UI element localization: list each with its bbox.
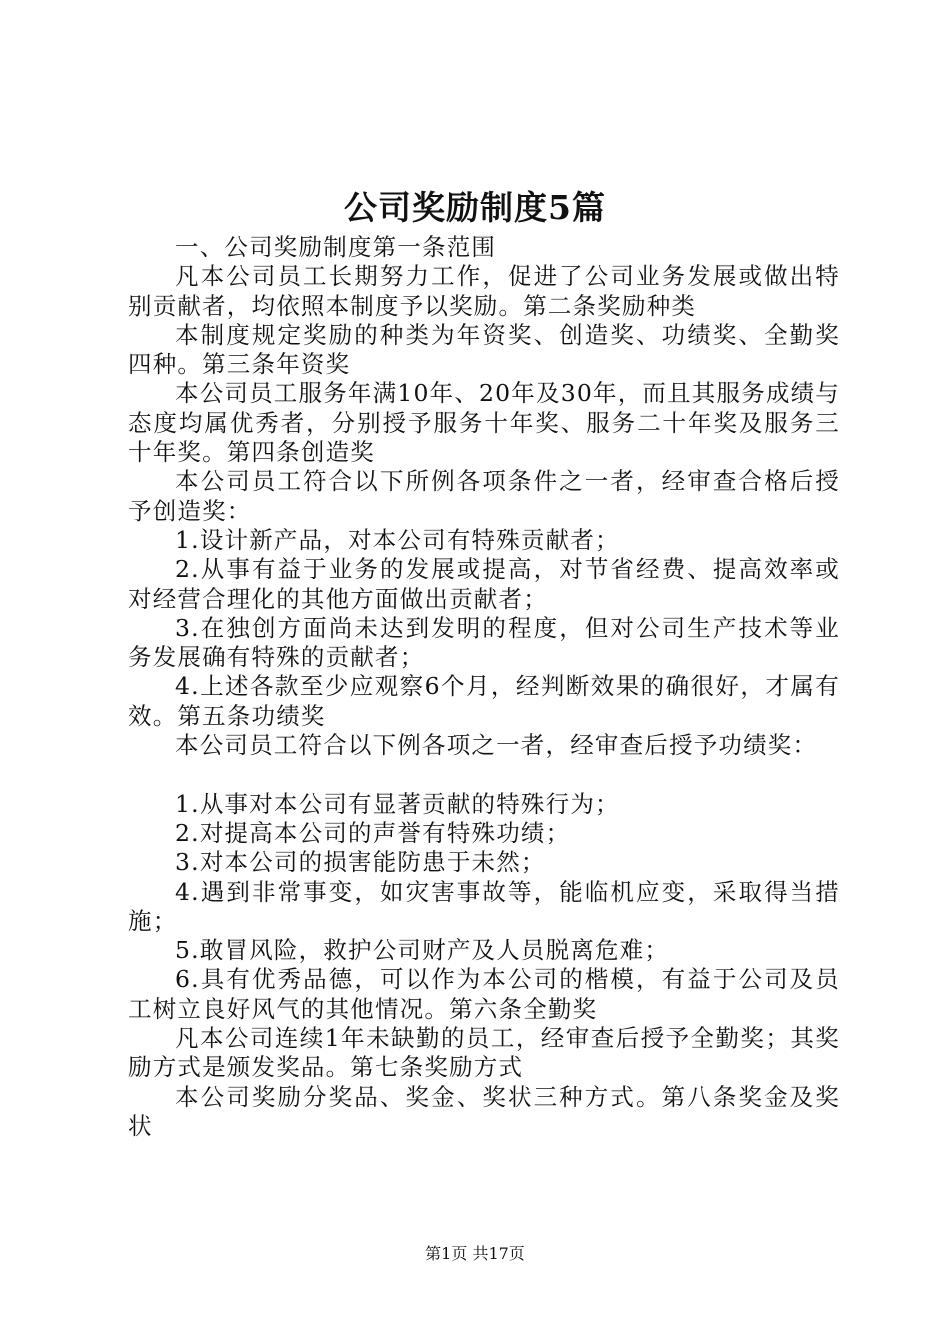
paragraph: 凡本公司员工长期努力工作，促进了公司业务发展或做出特别贡献者，均依照本制度予以奖励。第二条奖励种类 [128, 262, 840, 320]
paragraph: 凡本公司连续1年未缺勤的员工，经审查后授予全勤奖；其奖励方式是颁发奖品。第七条奖励方式 [128, 1024, 840, 1082]
blank-line [128, 760, 840, 789]
list-item: 3.对本公司的损害能防患于未然； [175, 848, 546, 877]
document-title: 公司奖励制度5篇 [344, 188, 606, 227]
list-item: 2.对提高本公司的声誉有特殊功绩； [175, 818, 571, 847]
list-item: 6.具有优秀品德，可以作为本公司的楷模，有益于公司及员工树立良好风气的其他情况。第六条全勤奖 [128, 965, 840, 1023]
list-item: 5.敢冒风险，救护公司财产及人员脱离危难； [175, 936, 670, 965]
paragraph: 本公司奖励分奖品、奖金、奖状三种方式。第八条奖金及奖状 [128, 1082, 840, 1140]
paragraph: 本制度规定奖励的种类为年资奖、创造奖、功绩奖、全勤奖四种。第三条年资奖 [128, 320, 840, 379]
paragraph: 一、公司奖励制度第一条范围 [175, 233, 497, 261]
list-item: 4.上述各款至少应观察6个月，经判断效果的确很好，才属有效。第五条功绩奖 [128, 672, 840, 730]
list-item: 1.从事对本公司有显著贡献的特殊行为； [175, 789, 620, 818]
paragraph: 本公司员工符合以下例各项之一者，经审查后授予功绩奖： [175, 731, 818, 760]
paragraph: 本公司员工服务年满10年、20年及30年，而且其服务成绩与态度均属优秀者，分别授予服务十年奖、服务二十年奖及服务三十年奖。第四条创造奖 [128, 379, 841, 467]
paragraph: 本公司员工符合以下所例各项条件之一者，经审查合格后授予创造奖： [128, 467, 840, 525]
list-item: 2.从事有益于业务的发展或提高，对节省经费、提高效率或对经营合理化的其他方面做出贡献者； [128, 555, 840, 613]
page-number-footer: 第1页 共17页 [425, 1244, 525, 1263]
list-item: 1.设计新产品，对本公司有特殊贡献者； [175, 525, 620, 554]
list-item: 3.在独创方面尚未达到发明的程度，但对公司生产技术等业务发展确有特殊的贡献者； [128, 613, 840, 672]
document-body [128, 233, 840, 1141]
list-item: 4.遇到非常事变，如灾害事故等，能临机应变，采取得当措施； [128, 877, 840, 935]
